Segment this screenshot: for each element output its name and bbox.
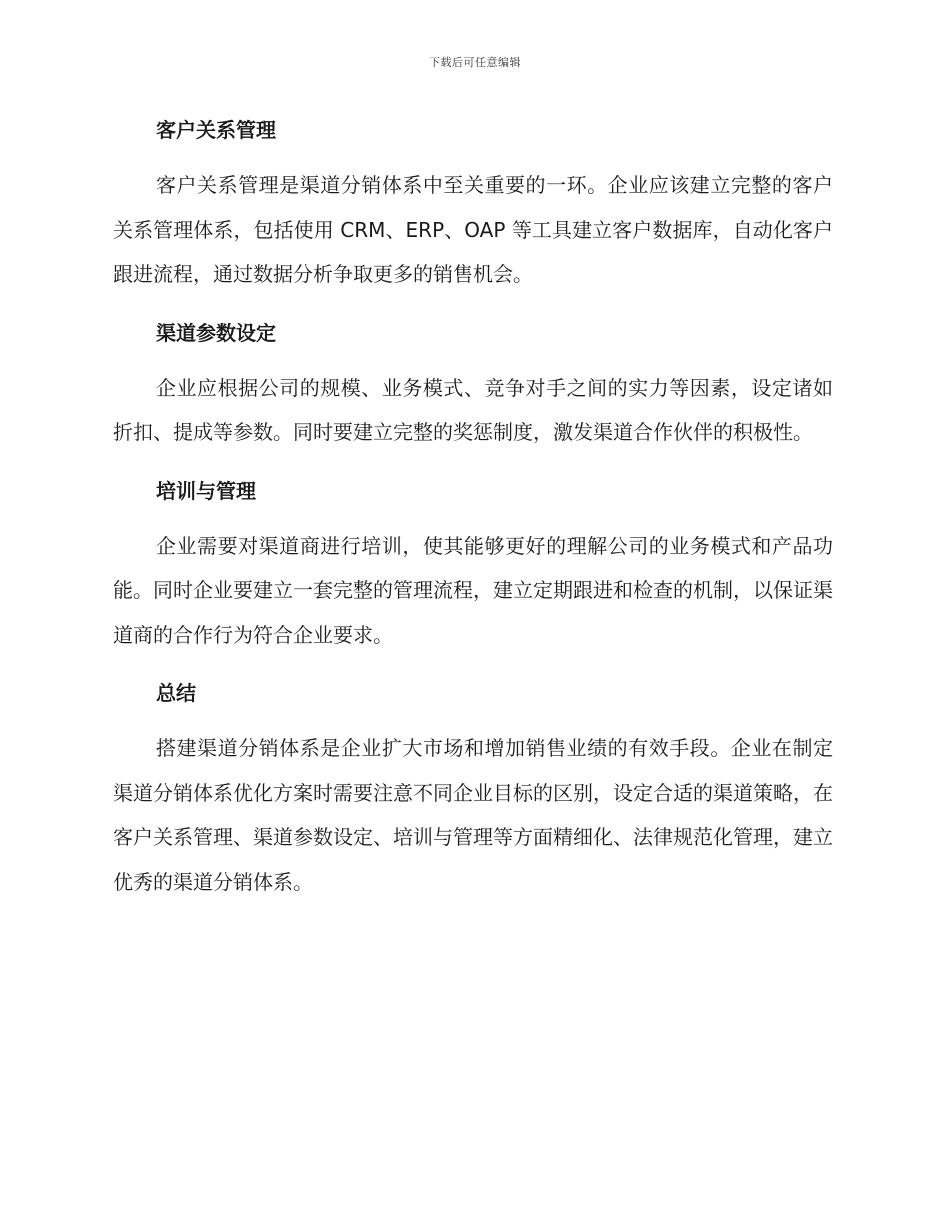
section-heading: 渠道参数设定 <box>156 320 276 345</box>
section-heading: 总结 <box>156 681 196 705</box>
page-header: 下载后可任意编辑 <box>429 56 521 69</box>
section-paragraph: 企业需要对渠道商进行培训，使其能够更好的理解公司的业务模式和产品功能。同时企业要建立一套完整的管理流程，建立定期跟进和检查的机制，以保证渠道商的合作行为符合企业要求。 <box>113 533 833 647</box>
section-channel-parameters <box>113 311 833 455</box>
section-training-management <box>113 469 833 658</box>
section-heading: 培训与管理 <box>156 478 256 503</box>
section-paragraph: 搭建渠道分销体系是企业扩大市场和增加销售业绩的有效手段。企业在制定渠道分销体系优化方案时需要注意不同企业目标的区别，设定合适的渠道策略，在客户关系管理、渠道参数设定、培训与管理等方面精细化、法律规范化管理，建立优秀的渠道分销体系。 <box>113 736 833 894</box>
section-summary <box>113 671 833 904</box>
section-paragraph: 客户关系管理是渠道分销体系中至关重要的一环。企业应该建立完整的客户关系管理体系，包括使用 CRM、ERP、OAP 等工具建立客户数据库，自动化客户跟进流程，通过数据分析争取更多的销售机会。 <box>113 173 833 286</box>
section-paragraph: 企业应根据公司的规模、业务模式、竞争对手之间的实力等因素，设定诸如折扣、提成等参数。同时要建立完整的奖惩制度，激发渠道合作伙伴的积极性。 <box>113 375 833 444</box>
document-body <box>113 108 833 918</box>
section-heading: 客户关系管理 <box>156 118 276 142</box>
section-customer-relationship <box>113 108 833 297</box>
